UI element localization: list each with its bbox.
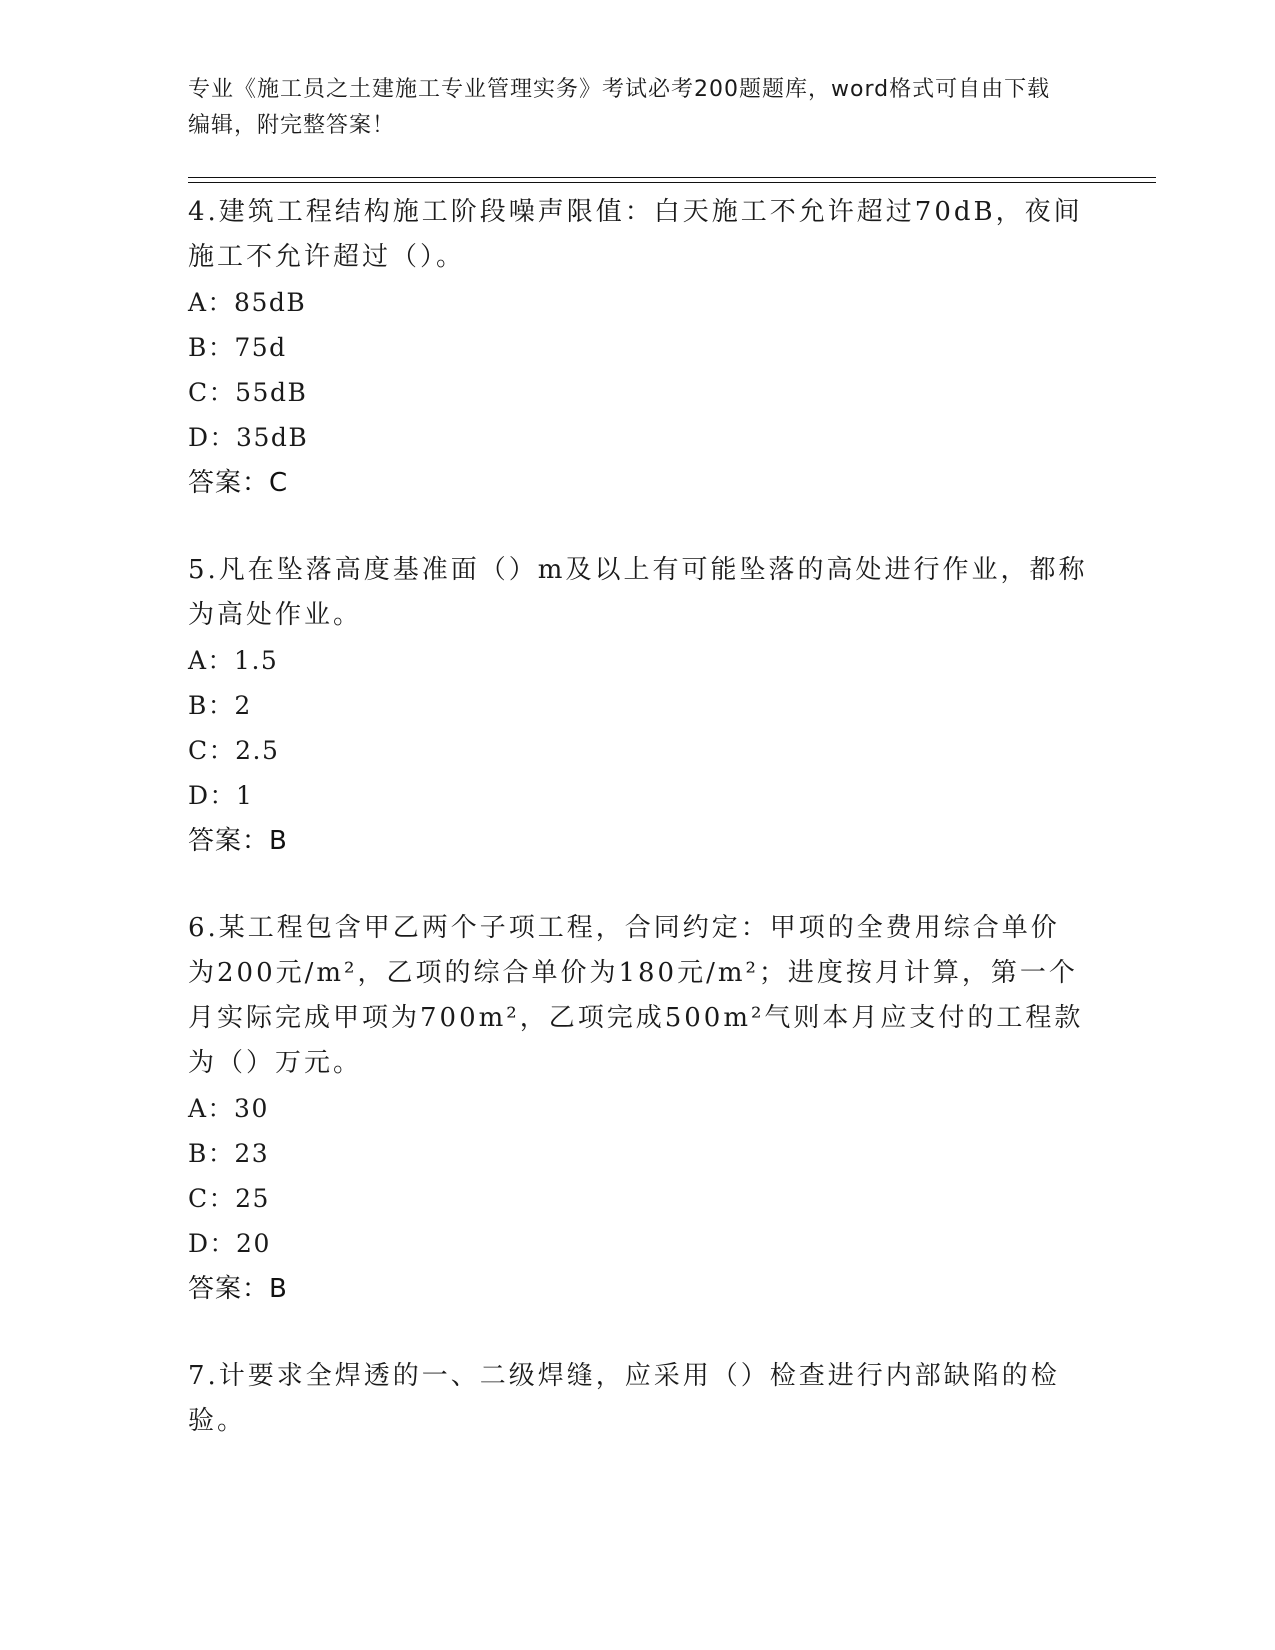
option-a: A：30 bbox=[188, 1094, 269, 1123]
document-header-note: 专业《施工员之土建施工专业管理实务》考试必考200题题库，word格式可自由下载编辑，附完整答案！ bbox=[188, 77, 1051, 138]
option-d: D：1 bbox=[188, 781, 254, 810]
option-b: B：2 bbox=[188, 691, 252, 720]
answer-line: 答案：B bbox=[188, 1274, 288, 1304]
question-text: 6.某工程包含甲乙两个子项工程，合同约定：甲项的全费用综合单价为200元/m²，乙项的综合单价为180元/m²；进度按月计算，第一个月实际完成甲项为700m²，乙项完成500m²气则本月应支付的工程款为（）万元。 bbox=[188, 913, 1084, 1078]
answer-line: 答案：C bbox=[188, 468, 289, 498]
option-d: D：35dB bbox=[188, 423, 309, 452]
answer-line: 答案：B bbox=[188, 826, 288, 856]
question-6 bbox=[188, 906, 1088, 1312]
header-divider-bottom bbox=[188, 182, 1156, 183]
question-text: 4.建筑工程结构施工阶段噪声限值：白天施工不允许超过70dB，夜间施工不允许超过（）。 bbox=[188, 197, 1083, 272]
question-text: 5.凡在坠落高度基准面（）m及以上有可能坠落的高处进行作业，都称为高处作业。 bbox=[188, 555, 1088, 630]
question-list bbox=[188, 190, 1088, 1486]
option-c: C：2.5 bbox=[188, 736, 280, 765]
question-7 bbox=[188, 1354, 1088, 1444]
option-b: B：23 bbox=[188, 1139, 270, 1168]
option-c: C：25 bbox=[188, 1184, 270, 1213]
header-divider-top bbox=[188, 177, 1156, 178]
option-a: A：85dB bbox=[188, 288, 307, 317]
option-c: C：55dB bbox=[188, 378, 308, 407]
option-a: A：1.5 bbox=[188, 646, 279, 675]
question-5 bbox=[188, 548, 1088, 864]
option-b: B：75d bbox=[188, 333, 287, 362]
option-d: D：20 bbox=[188, 1229, 271, 1258]
question-text: 7.计要求全焊透的一、二级焊缝，应采用（）检查进行内部缺陷的检验。 bbox=[188, 1361, 1060, 1436]
question-4 bbox=[188, 190, 1088, 506]
